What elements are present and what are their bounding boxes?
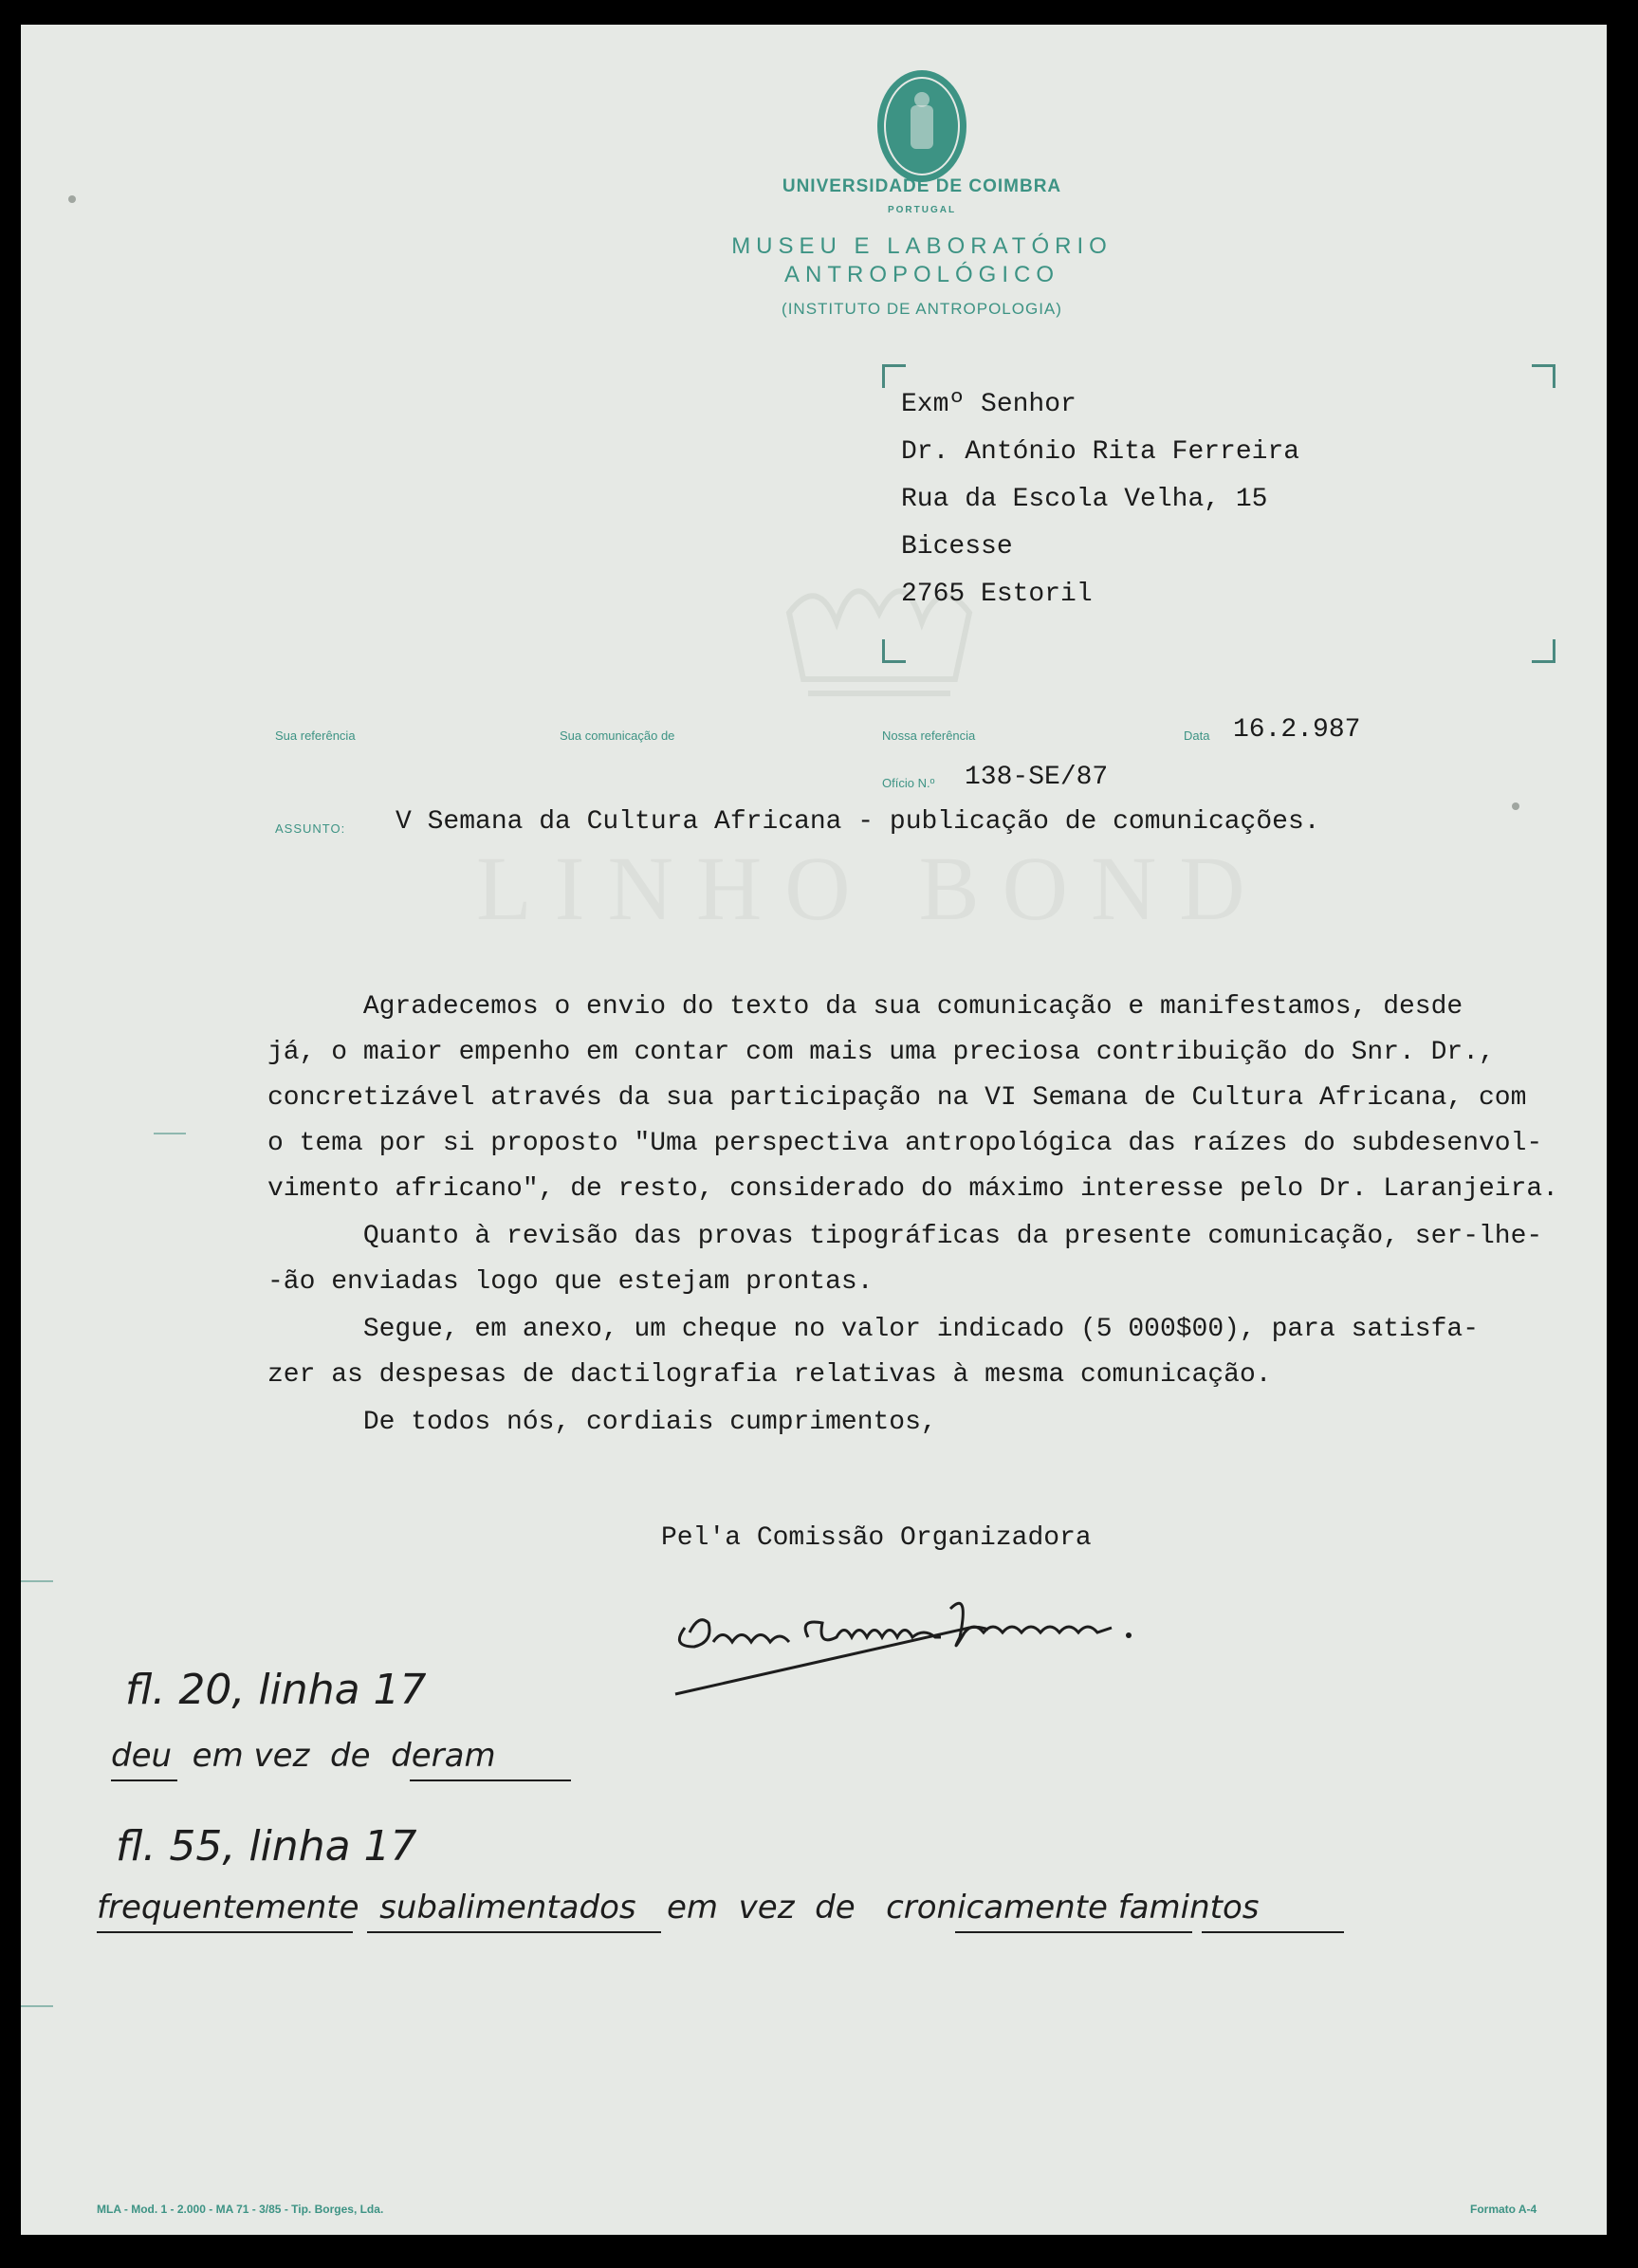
handwritten-note-line: fl. 20, linha 17 (125, 1666, 427, 1714)
handwritten-underline (410, 1779, 571, 1781)
body-line: Quanto à revisão das provas tipográficas da presente comunicação, ser-lhe- (267, 1222, 1543, 1251)
body-line: zer as despesas de dactilografia relativas à mesma comunicação. (267, 1360, 1272, 1390)
body-line: já, o maior empenho em contar com mais uma preciosa contribuição do Snr. Dr., (267, 1038, 1495, 1067)
body-line: Segue, em anexo, um cheque no valor indicado (5 000$00), para satisfa- (267, 1315, 1480, 1344)
closing-line: Pel'a Comissão Organizadora (661, 1523, 1092, 1553)
recipient-postcode-city: 2765 Estoril (901, 580, 1093, 609)
crown-watermark-icon (770, 556, 988, 708)
body-line: o tema por si proposto "Uma perspectiva antropológica das raízes do subdesenvol- (267, 1129, 1543, 1158)
address-corner-mark (1532, 364, 1555, 388)
fold-mark (21, 1580, 53, 1582)
university-seal-icon (874, 67, 969, 185)
subject-label: ASSUNTO: (275, 821, 346, 836)
your-reference-label: Sua referência (275, 728, 356, 743)
body-line: -ão enviadas logo que estejam prontas. (267, 1267, 874, 1297)
handwritten-note-line: frequentemente subalimentados em vez de cronicamente famintos (97, 1889, 1260, 1927)
handwritten-underline (111, 1779, 177, 1781)
paper-watermark: LINHO BOND (476, 838, 1268, 939)
body-line: concretizável através da sua participação na VI Semana de Cultura Africana, com (267, 1083, 1527, 1113)
form-print-code: MLA - Mod. 1 - 2.000 - MA 71 - 3/85 - Tip. Borges, Lda. (97, 2203, 384, 2216)
university-name: UNIVERSIDADE DE COIMBRA (782, 176, 1062, 196)
letter-page (21, 25, 1607, 2235)
address-corner-mark (1532, 639, 1555, 663)
handwritten-note-line: deu em vez de deram (111, 1737, 496, 1775)
handwritten-underline (97, 1931, 353, 1933)
paper-format: Formato A-4 (1470, 2203, 1537, 2216)
date-value: 16.2.987 (1233, 715, 1361, 745)
address-corner-mark (882, 364, 906, 388)
institute-name: (INSTITUTO DE ANTROPOLOGIA) (782, 300, 1062, 318)
recipient-street: Rua da Escola Velha, 15 (901, 485, 1268, 514)
oficio-label: Ofício N.º (882, 776, 935, 790)
paper-spot (1512, 802, 1519, 810)
handwritten-underline (1202, 1931, 1344, 1933)
body-line: De todos nós, cordiais cumprimentos, (267, 1408, 937, 1437)
country-name: PORTUGAL (887, 205, 957, 215)
recipient-name: Dr. António Rita Ferreira (901, 437, 1300, 467)
oficio-number: 138-SE/87 (965, 763, 1109, 792)
handwritten-signature (656, 1590, 1339, 1713)
address-corner-mark (882, 639, 906, 663)
museum-name-line1: MUSEU E LABORATÓRIO (731, 233, 1113, 259)
fold-mark (154, 1133, 186, 1134)
handwritten-underline (955, 1931, 1192, 1933)
recipient-locality: Bicesse (901, 532, 1013, 562)
handwritten-underline (367, 1931, 661, 1933)
paper-spot (68, 195, 76, 203)
body-line: Agradecemos o envio do texto da sua comunicação e manifestamos, desde (267, 992, 1463, 1022)
subject-text: V Semana da Cultura Africana - publicação de comunicações. (396, 807, 1320, 837)
museum-name-line2: ANTROPOLÓGICO (783, 262, 1060, 287)
fold-mark (21, 2005, 53, 2007)
recipient-salutation: Exmº Senhor (901, 390, 1077, 419)
handwritten-note-line: fl. 55, linha 17 (116, 1822, 417, 1871)
date-label: Data (1184, 728, 1210, 743)
body-line: vimento africano", de resto, considerado do máximo interesse pelo Dr. Laranjeira. (267, 1174, 1559, 1204)
our-reference-label: Nossa referência (882, 728, 976, 743)
your-communication-label: Sua comunicação de (560, 728, 675, 743)
